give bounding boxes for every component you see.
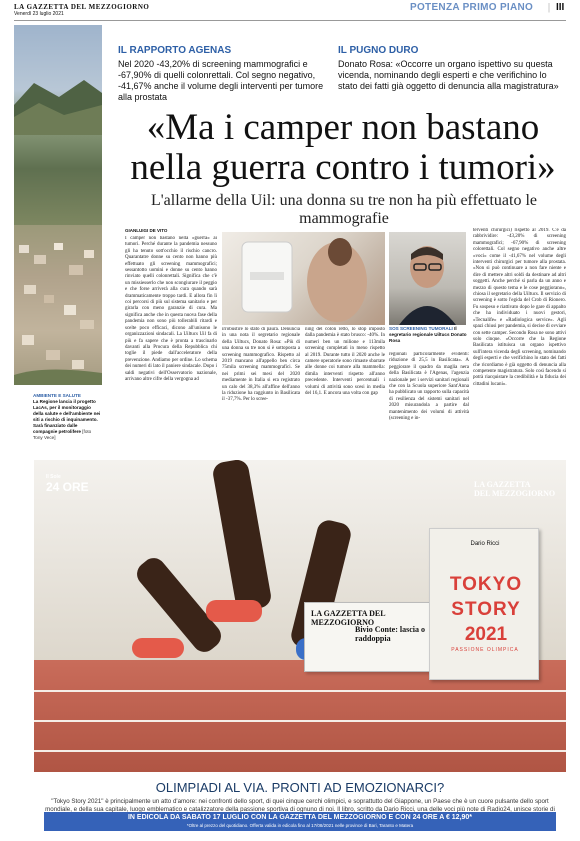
running-shoe: [206, 600, 262, 622]
town-shape: [14, 225, 102, 385]
ad-copy: "Tokyo Story 2021" è principalmente un atto d'amore: nei confronti dello sport, di quei cinque cerchi olimpici, e soprattutto del Giappone, un Paese che è un cuore pulsante dello sport mondiale, e della sua capitale, luogo emblematico e catalizzatore della passione sportiva di ognuno di noi. Il libro, scritto da Dario Ricci, una delle voci più note di Radio24, unisce storie di: [45, 798, 555, 812]
newspaper-masthead: LA GAZZETTA DEL MEZZOGIORNO: [311, 609, 386, 627]
book-author: Dario Ricci: [470, 541, 500, 547]
book-subtitle: PASSIONE OLIMPICA: [451, 647, 519, 653]
track-lane: [34, 720, 566, 722]
caption-body: La Regione lancia il progetto LacAs, per il monitoraggio della salute e dell'ambiente nei siti a rischio di inquinamento. Sarà finanziato dalle compagnie petrolifere: [33, 399, 101, 434]
page-number: III: [556, 2, 565, 13]
byline: GIANLUIGI DE VITO: [125, 228, 168, 233]
article-column-4: regionali particolarmente evidenti: riduzione di 25,5 in Basilicata». A peggiorare il quadro da maglia nera della Basilicata è l'Agenas, l'agenzia nazionale per i servizi sanitari regionali che con la Scuola superiore Sant'Anna ha pubblicato un rapporto sulla capacità di resilienza del sistemi sanitari nel 2020 misurandola a partire dal mantenimento dei volumi di attività (screening e in-: [389, 352, 469, 422]
portrait-illustration: [389, 232, 466, 325]
kicker-pugno-text: Donato Rosa: «Occorre un organo ispettivo su questa vicenda, nominando degli esperti e che verifichino lo stato dei fatti già oggetto di denuncia alla magistratura»: [338, 59, 559, 91]
caption-credit: [foto Tony Vece]: [33, 429, 92, 440]
section-title: POTENZA PRIMO PIANO: [410, 2, 534, 13]
article-column-3: ning del colon retto, lo stop imposto dalla pandemia è stato brusco: -40%. In numeri ben un milione e 113mila screening completati in meno rispetto al 2019. Durante tutto il 2020 anche le camere operatorie sono rimaste sbarrate alle donne coi tumore alla mammella: dimila interventi rispetto all'anno precedente. Interventi percentuali i volumi di attività sono scesi in media del 16,1. E ancora una volta con gap: [305, 327, 385, 397]
kicker-agenas-text: Nel 2020 -43,20% di screening mammografici e -67,90% di quelli colonrettali. Col segno negativo, -41,67% anche il volume degli interventi per tumore alla prostata: [118, 59, 324, 102]
book-cover: [429, 528, 539, 680]
book-title-line-1: TOKYO: [449, 574, 523, 595]
ad-headline: OLIMPIADI AL VIA. PRONTI AD EMOZIONARCI?: [155, 780, 445, 795]
caption-doc-body: Il segretario regionale Uiltucs Donato Rosa: [389, 326, 467, 343]
track-lane: [34, 750, 566, 752]
mammography-photo: [222, 232, 385, 325]
masthead-rule: [14, 20, 566, 21]
gazzetta-logo: LA GAZZETTA DEL MEZZOGIORNO: [474, 480, 556, 498]
advertisement: [34, 460, 566, 772]
newspaper-image: [304, 602, 444, 672]
main-headline: [118, 108, 568, 188]
ad-offer-bar: [44, 812, 556, 831]
kicker-pugno-title: IL PUGNO DURO: [338, 45, 419, 56]
book-year: 2021: [464, 624, 508, 645]
track-lane: [34, 690, 566, 692]
book-title-line-2: STORY: [451, 599, 521, 620]
masthead-separator: |: [548, 2, 551, 13]
photo-caption-doc: [389, 326, 469, 344]
issue-date: Venerdì 23 luglio 2021: [14, 11, 64, 17]
ad-offer-text: IN EDICOLA DA SABATO 17 LUGLIO CON LA GAZZETTA DEL MEZZOGIORNO E CON 24 ORE A € 12,90*: [127, 814, 473, 821]
kicker-agenas-title: IL RAPPORTO AGENAS: [118, 45, 232, 56]
headline-line-1: «Ma i camper non bastano: [146, 107, 540, 148]
article-column-5: terventi chirurgici) rispetto al 2019. C'è da rabbrividire: -43,20% di screening mammografici; -67,90% di screening colorettali. Col segno negativo anche altre «voci» come il -41,67% nel volume degli interventi chirurgici per tumore alla prostata. «Non si può continuare a non fare niente e dire di mettere altri soldi da destinare ad altri soggetti. Anche perché si parla da un anno e mezzo di questo tema e le cose peggiorano», chiosa il segretario della Uiltucs. Il servizio di screening è sotto l'egida del Crob di Rionero. Fu sospeso e riattivato dopo le gare di appalto che ha individuato i nuovi gestori, «Tecnalife» e «Radiologica service». Agli spazi chiusi per pandemia, si decise di ovviare con sette camper. Secondo Rosa ne sono attivi solo cinque. «Occorre che la Regione Basilicata istituisca un organo ispettivo sull'intera vicenda degli screening, nominando degli esperti e che verifichino lo stato dei fatti che ricordiamo è già oggetto di denuncia alla competente magistratura. Solo così facendo si potrà riacquistare la credibilità e la fiducia dei cittadini lucani».: [473, 228, 566, 387]
mountain-shape: [14, 75, 102, 135]
photo-caption-environment: [33, 393, 101, 441]
subheadline: L'allarme della Uil: una donna su tre non ha più effettuato le mammografie: [150, 192, 537, 227]
article-column-1: I camper non bastano nella «guerra» ai tumori. Perché durante la pandemia nessuno gli ha tenuto sott'occhio il rischio cancro. Quarantatre donne su cento non hanno più effettuato gli screening mammografici; sessantotto uomini e donne su cento hanno rinviato quelli colonrettali. Significa che c'è un missiesserlo che non scongiurare il peggio e che forse arriverà alla cura quando sarà drammaticamente troppo tardi. E allora fin lì coi percorsi di più sul sistema sanitario e per girarla con meno garanzie di cura. Ma significa anche che in questa nuova fase della pandemia non sono più tollerabili ritardi e scelte poco efficaci, dicono all'unisono le organizzazioni sindacali. La Uiltucs Uil fa di più e fa sapere che è pronta a trascinarlo davanti alla Procura della Repubblica chi toglie il piede dall'acceleratore della prevenzione. Andiamo per ordine. Lo schema dei numeri di lato il paniere sindacale. Dopo i saldi negativi dell'Osservatorio nazionale, arrivano altre cifre della vergogna ad: [125, 236, 217, 382]
paper-name: LA GAZZETTA DEL MEZZOGIORNO: [14, 3, 150, 11]
portrait-photo: [389, 232, 466, 325]
ad-offer-note: *Oltre al prezzo del quotidiano. Offerta valida in edicola fino al 17/08/2021 nelle province di Bari, Taranto e Matera: [186, 823, 414, 828]
landscape-photo: [14, 25, 102, 385]
headline-line-2: nella guerra contro i tumori»: [130, 147, 556, 188]
sole24ore-logo: Il Sole 24 ORE: [46, 474, 89, 494]
caption-title: AMBIENTE E SALUTE: [33, 393, 81, 398]
running-shoe: [132, 638, 184, 658]
masthead: [0, 0, 580, 20]
mammography-illustration: [222, 232, 385, 325]
article-column-2: irrobustire lo stato di paura. Denuncia in una nota il segretario regionale della Uiltucs, Donato Rosa: «Più di una donna su tre non si è sottoposta a screening mammografico. Rispetto al 2019 mancano all'appello ben circa 75mila screening mammografici. Se nei primi sei mesi del 2020 mediamente in Italia si era registrato un calo del 38,3% all'affine dell'anno la riduzione ha raggiunto in Basilicata il -37,7%. Per lo scree-: [222, 327, 300, 403]
newspaper-headline: Bivio Conte: lascia o raddoppia: [355, 625, 425, 643]
caption-doc-title: SOS SCREENING TUMORALI: [389, 326, 453, 331]
